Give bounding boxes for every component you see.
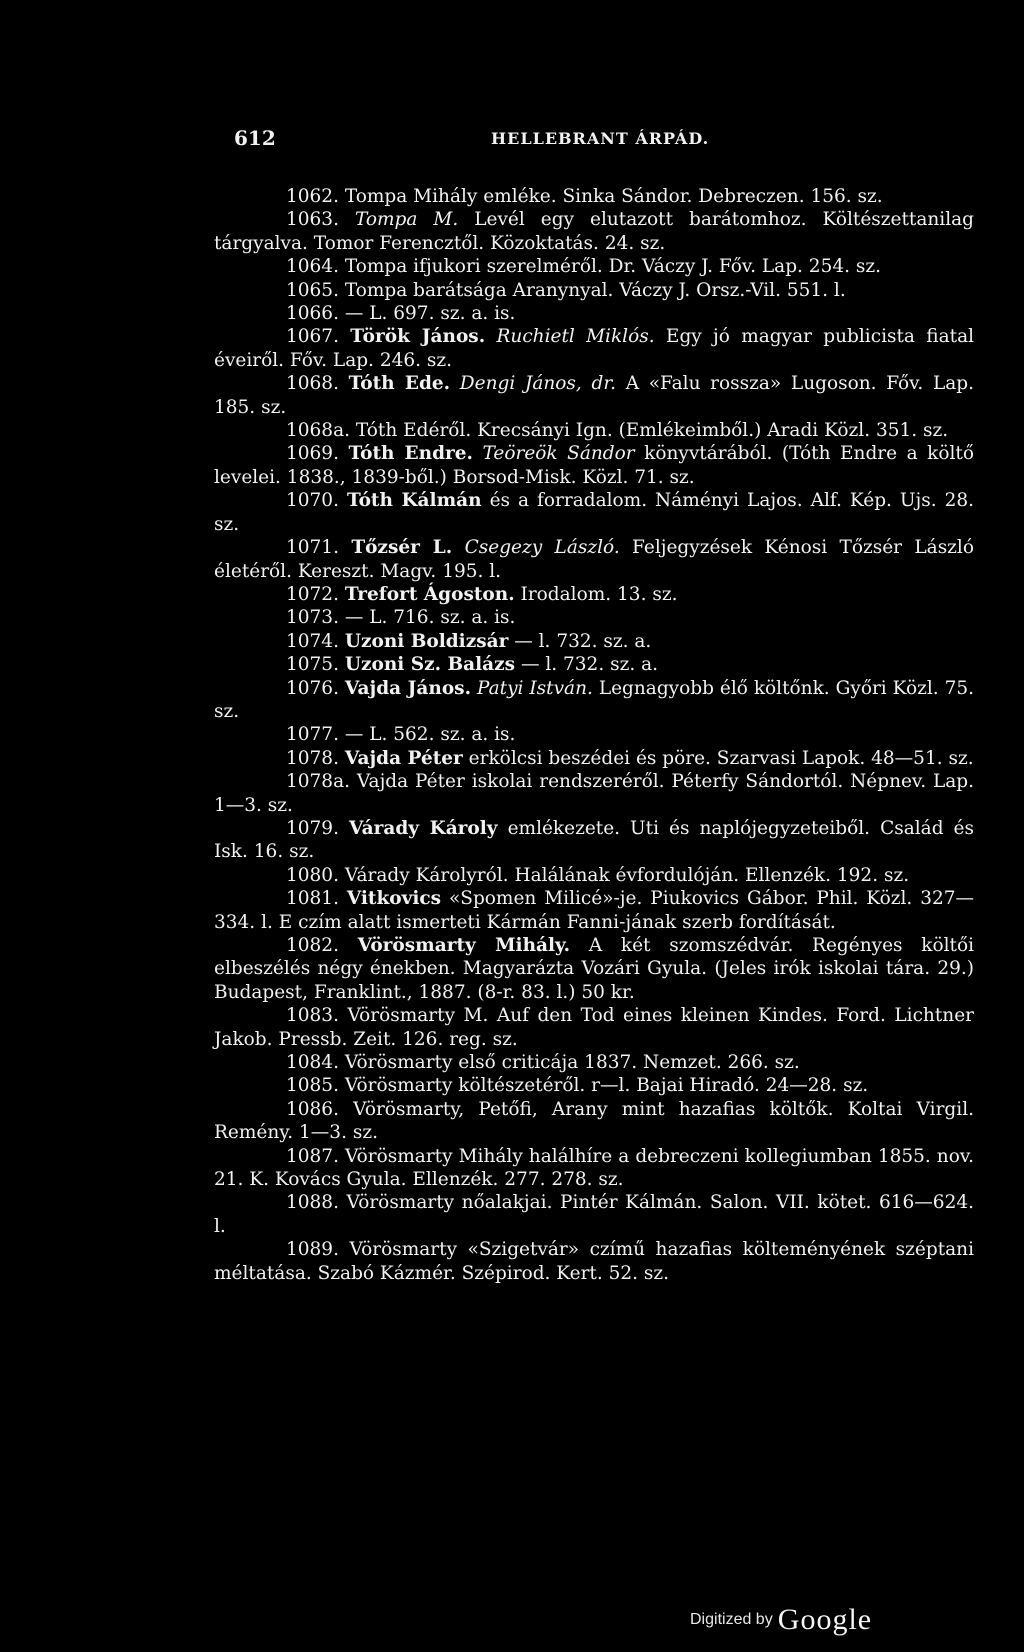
page-number: 612 — [234, 126, 276, 150]
entry-text: 1074. — [286, 630, 345, 652]
entry-text: 1069. — [286, 443, 349, 465]
entry-text: könyvtárából. (Tóth Endre a költő levelei. 1838., 1839-ből.) Borsod-Misk. Közl. 71. sz. — [214, 443, 974, 488]
bibliography-entry — [214, 1098, 974, 1145]
entry-text: 1066. — L. 697. sz. a. is. — [286, 303, 516, 325]
entry-subject: Tóth Endre. — [348, 443, 473, 465]
entry-text: A két szomszédvár. Regényes költői elbeszélés négy énekben. Magyarázta Vozári Gyula. (Jeles irók iskolai tára. 29.) Budapest, Franklint., 1887. (8-r. 83. l.) 50 kr. — [214, 935, 974, 1003]
bibliography-entry — [214, 1051, 974, 1074]
entry-text: 1084. Vörösmarty első criticája 1837. Nemzet. 266. sz. — [286, 1052, 800, 1074]
entry-subject: Vajda János. — [344, 677, 472, 699]
entry-text: 1070. — [286, 490, 347, 512]
entry-text: 1065. Tompa barátsága Aranynyal. Váczy J. Orsz.-Vil. 551. l. — [286, 279, 846, 301]
entry-subject: Tóth Kálmán — [346, 490, 482, 512]
entry-text: 1082. — [286, 935, 358, 956]
bibliography-entry — [214, 419, 974, 442]
entry-text: 1087. Vörösmarty Mihály halálhíre a debreczeni kollegiumban 1855. nov. 21. K. Kovács Gyula. Ellenzék. 277. 278. sz. — [214, 1145, 974, 1191]
entry-text: 1073. — L. 716. sz. a. is. — [286, 607, 516, 629]
entry-author: Csegezy László. — [464, 537, 620, 559]
entry-subject: Török János. — [350, 326, 486, 348]
bibliography-entry — [214, 325, 974, 372]
running-head: HELLEBRANT ÁRPÁD. — [491, 129, 710, 148]
entry-subject: Trefort Ágoston. — [344, 583, 515, 605]
entry-author: Dengi János, dr. — [459, 373, 617, 395]
bibliography-entry — [214, 536, 974, 583]
entry-text: 1079. — [286, 817, 349, 839]
bibliography-entry — [214, 372, 974, 419]
bibliography-entry — [214, 302, 974, 325]
bibliography-entry — [214, 864, 974, 887]
bibliography-entry — [214, 442, 974, 489]
entry-text: Feljegyzések Kénosi Tőzsér László életéről. Kereszt. Magv. 195. l. — [214, 537, 974, 582]
entry-subject: Tőzsér L. — [351, 537, 453, 559]
entry-subject: Uzoni Sz. Balázs — [344, 654, 516, 676]
bibliography-entry — [214, 185, 974, 208]
entry-text: és a forradalom. Náményi Lajos. Alf. Kép. Ujs. 28. sz. — [214, 490, 975, 535]
bibliography-entries — [214, 185, 974, 1285]
entry-text: 1068a. Tóth Edéről. Krecsányi Ign. (Emlékeimből.) Aradi Közl. 351. sz. — [286, 420, 949, 442]
bibliography-entry — [214, 1191, 974, 1238]
digitization-credit — [690, 1603, 990, 1637]
entry-text: 1067. — [286, 326, 351, 348]
entry-text — [485, 326, 496, 347]
entry-text: Legnagyobb élő költőnk. Győri Közl. 75. sz. — [214, 677, 975, 722]
bibliography-entry — [214, 747, 974, 770]
bibliography-entry — [214, 1238, 974, 1285]
bibliography-entry — [214, 723, 974, 746]
page-header — [234, 126, 1014, 156]
digitized-by-label: Digitized by — [690, 1611, 773, 1628]
entry-text: «Spomen Milicé»-je. Piukovics Gábor. Phil. Közl. 327—334. l. E czím alatt ismerteti Kármán Fanni-jának szerb fordítását. — [214, 888, 975, 933]
entry-text: 1081. — [286, 888, 347, 910]
entry-text: 1072. — [286, 583, 345, 605]
entry-text: 1071. — [286, 537, 352, 559]
bibliography-entry — [214, 770, 974, 817]
entry-text: 1062. Tompa Mihály emléke. Sinka Sándor. Debreczen. 156. sz. — [286, 186, 883, 207]
entry-text: Egy jó magyar publicista fiatal éveiről. Főv. Lap. 246. sz. — [214, 326, 975, 371]
entry-subject: Tóth Ede. — [348, 373, 451, 395]
bibliography-entry — [214, 279, 974, 302]
entry-text: 1076. — [286, 677, 345, 699]
entry-author: Teöreök Sándor — [482, 443, 635, 465]
bibliography-entry — [214, 817, 974, 864]
bibliography-entry — [214, 606, 974, 629]
bibliography-entry — [214, 653, 974, 676]
bibliography-entry — [214, 1074, 974, 1097]
entry-author: Tompa M. — [354, 209, 459, 231]
entry-text: 1078. — [286, 747, 345, 769]
entry-text: — l. 732. sz. a. — [508, 630, 652, 652]
entry-text: emlékezete. Uti és naplójegyzeteiből. Család és Isk. 16. sz. — [214, 817, 975, 863]
entry-subject: Vitkovics — [346, 888, 442, 910]
bibliography-entry — [214, 489, 974, 536]
bibliography-entry — [214, 255, 974, 278]
entry-author: Patyi István. — [476, 677, 593, 699]
bibliography-entry — [214, 583, 974, 606]
bibliography-entry — [214, 630, 974, 653]
bibliography-entry — [214, 1004, 974, 1051]
entry-subject: Vajda Péter — [344, 747, 463, 769]
entry-text — [450, 373, 460, 394]
entry-text: 1080. Várady Károlyról. Halálának évfordulóján. Ellenzék. 192. sz. — [286, 864, 910, 886]
entry-author: Ruchietl Miklós. — [496, 326, 655, 348]
bibliography-entry — [214, 934, 974, 1004]
entry-text: erkölcsi beszédei és pöre. Szarvasi Lapok. 48—51. sz. — [462, 747, 974, 769]
entry-text — [473, 443, 483, 464]
entry-text: 1068. — [286, 373, 349, 395]
google-logo: Google — [777, 1603, 873, 1636]
entry-subject: Uzoni Boldizsár — [344, 630, 509, 652]
entry-text: 1063. — [286, 209, 355, 231]
bibliography-entry — [214, 677, 974, 724]
bibliography-entry — [214, 887, 974, 934]
entry-text: 1077. — L. 562. sz. a. is. — [286, 724, 516, 746]
entry-text: — l. 732. sz. a. — [515, 654, 658, 676]
entry-text: 1083. Vörösmarty M. Auf den Tod eines kleinen Kindes. Ford. Lichtner Jakob. Pressb. Zeit. 126. reg. sz. — [214, 1005, 974, 1050]
entry-subject: Várady Károly — [348, 817, 498, 839]
bibliography-entry — [214, 1145, 974, 1192]
entry-text: 1088. Vörösmarty nőalakjai. Pintér Kálmán. Salon. VII. kötet. 616—624. l. — [214, 1192, 974, 1237]
entry-text: Levél egy elutazott barátomhoz. Költészettanilag tárgyalva. Tomor Ferencztől. Közoktatás. 24. sz. — [214, 209, 975, 254]
entry-text: 1085. Vörösmarty költészetéről. r—l. Bajai Hiradó. 24—28. sz. — [286, 1075, 869, 1097]
entry-text — [452, 537, 464, 558]
entry-text: Irodalom. 13. sz. — [514, 583, 678, 605]
entry-subject: Vörösmarty Mihály. — [357, 935, 571, 956]
entry-text: 1075. — [286, 654, 345, 676]
bibliography-entry — [214, 208, 974, 255]
entry-text: 1078a. Vajda Péter iskolai rendszeréről. Péterfy Sándortól. Népnev. Lap. 1—3. sz. — [214, 771, 974, 816]
entry-text: 1086. Vörösmarty, Petőfi, Arany mint hazafias költők. Koltai Virgil. Remény. 1—3. sz. — [214, 1098, 974, 1144]
entry-text: 1064. Tompa ifjukori szerelméről. Dr. Váczy J. Főv. Lap. 254. sz. — [286, 256, 881, 278]
entry-text: A «Falu rossza» Lugoson. Főv. Lap. 185. sz. — [214, 373, 975, 418]
entry-text: 1089. Vörösmarty «Szigetvár» czímű hazafias költeményének széptani méltatása. Szabó Kázmér. Szépirod. Kert. 52. sz. — [214, 1239, 974, 1284]
